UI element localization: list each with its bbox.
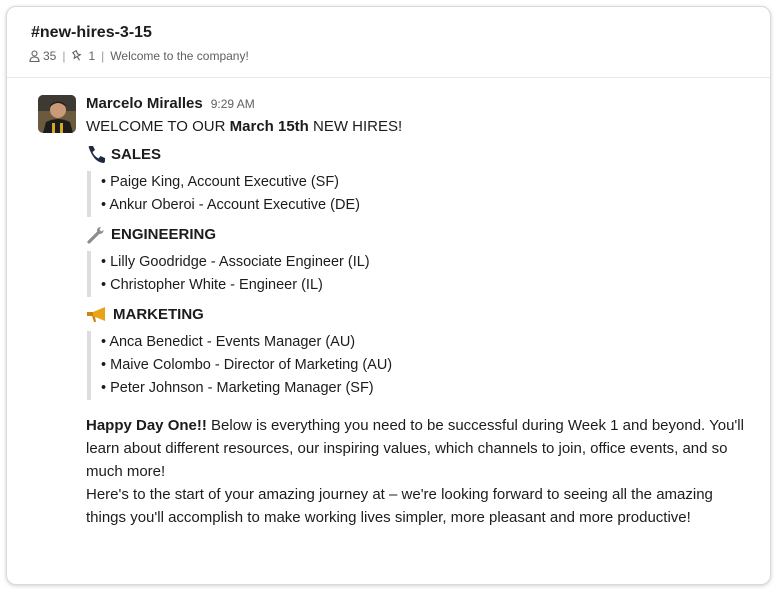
message-card [6,6,771,585]
list-item: • Peter Johnson - Marketing Manager (SF) [101,377,750,400]
meta-divider: | [101,49,105,63]
section-title-text: SALES [111,146,162,163]
channel-topic: Welcome to the company! [110,49,249,63]
welcome-prefix: WELCOME TO OUR [86,118,230,135]
list-item: • Maive Colombo - Director of Marketing (AU) [101,354,750,377]
welcome-date: March 15th [229,118,309,135]
avatar-image [38,95,76,133]
channel-header [7,7,770,78]
section-list-engineering [87,251,750,297]
avatar[interactable] [38,95,76,133]
message-content [86,95,750,529]
channel-meta [29,49,249,63]
list-item: • Christopher White - Engineer (IL) [101,274,750,297]
telephone-icon [86,145,108,165]
section-title-text: MARKETING [113,306,204,323]
body-text-1: Below is everything you need to be successful during Week 1 and beyond. You'll learn about different resources, our inspiring values, which channels to join, office events, and so much more! [86,417,744,480]
megaphone-icon [86,305,110,325]
author-name[interactable]: Marcelo Miralles [86,95,203,112]
body-bold: Happy Day One!! [86,417,207,434]
section-title-sales [86,143,750,166]
channel-name[interactable]: #new-hires-3-15 [31,24,152,41]
message-body [86,414,750,483]
list-item: • Anca Benedict - Events Manager (AU) [101,331,750,354]
section-title-marketing [86,303,750,326]
list-item: • Lilly Goodridge - Associate Engineer (IL) [101,251,750,274]
list-item: • Paige King, Account Executive (SF) [101,171,750,194]
section-list-sales [87,171,750,217]
pin-icon [71,50,83,62]
list-item: • Ankur Oberoi - Account Executive (DE) [101,194,750,217]
meta-divider: | [62,49,66,63]
person-icon [29,50,40,62]
welcome-suffix: NEW HIRES! [308,118,403,135]
section-list-marketing [87,331,750,400]
message-body-2: Here's to the start of your amazing journey at – we're looking forward to seeing all the amazing things you'll accomplish to make working lives simpler, more pleasant and more productive! [86,486,713,526]
welcome-line [86,115,750,138]
member-count-value: 35 [43,49,57,63]
pin-count-value: 1 [88,49,96,63]
timestamp[interactable]: 9:29 AM [210,97,255,111]
wrench-icon [86,225,108,245]
section-title-engineering [86,223,750,246]
member-count[interactable] [29,49,56,63]
section-title-text: ENGINEERING [111,226,217,243]
pin-count[interactable] [71,49,95,63]
